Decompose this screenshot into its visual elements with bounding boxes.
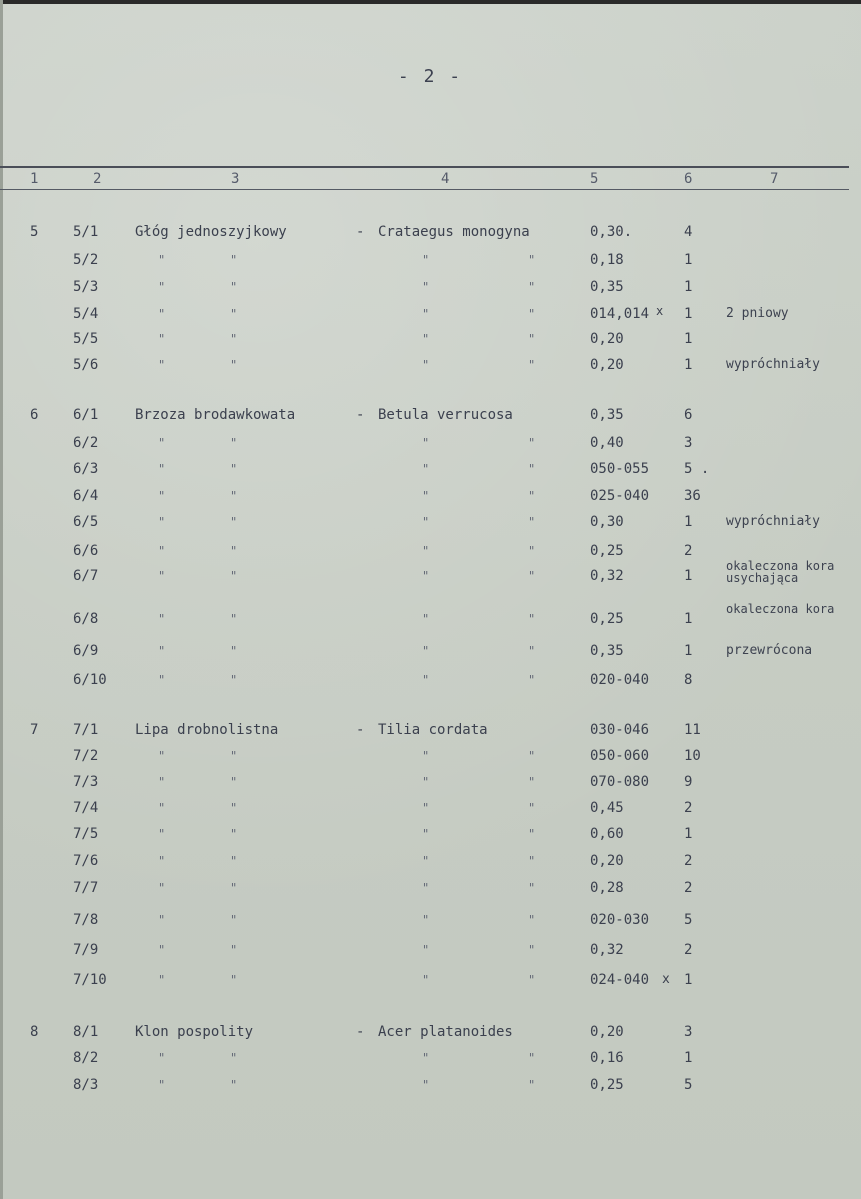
tree-id: 7/1 (73, 722, 99, 738)
ditto-mark: " (528, 253, 536, 267)
tree-id: 6/10 (73, 672, 107, 688)
ditto-mark: " (230, 1078, 238, 1092)
ditto-mark: " (528, 436, 536, 450)
tree-id: 5/3 (73, 279, 99, 295)
column-header-7: 7 (770, 171, 779, 187)
trunk-measurement: 025-040 (590, 488, 650, 504)
tree-id: 6/1 (73, 407, 99, 423)
tree-id: 5/6 (73, 357, 99, 373)
trunk-measurement: 0,30. (590, 224, 633, 240)
name-separator-dash: - (356, 407, 365, 423)
group-number: 6 (30, 407, 39, 423)
tree-count: 1 (684, 514, 693, 530)
ditto-mark: " (230, 332, 238, 346)
ditto-mark: " (528, 332, 536, 346)
remark: przewrócona (726, 643, 813, 658)
ditto-mark: " (158, 854, 166, 868)
ditto-mark: " (158, 881, 166, 895)
ditto-mark: " (230, 436, 238, 450)
tree-id: 7/5 (73, 826, 99, 842)
tree-count: 1 (684, 611, 693, 627)
trunk-measurement: 0,28 (590, 880, 624, 896)
ditto-mark: " (528, 801, 536, 815)
ditto-mark: " (230, 569, 238, 583)
ditto-mark: " (528, 827, 536, 841)
column-header-2: 2 (93, 171, 102, 187)
trunk-measurement: 0,35 (590, 279, 624, 295)
tree-count: 1 (684, 1050, 693, 1066)
tree-count: 5 (684, 912, 693, 928)
name-separator-dash: - (356, 1024, 365, 1040)
tree-count: 1 (684, 279, 693, 295)
ditto-mark: " (422, 673, 430, 687)
tree-id: 7/2 (73, 748, 99, 764)
tree-id: 7/4 (73, 800, 99, 816)
ditto-mark: " (422, 332, 430, 346)
tree-id: 5/4 (73, 306, 99, 322)
tree-count: 1 (684, 331, 693, 347)
ditto-mark: " (528, 881, 536, 895)
tree-id: 6/8 (73, 611, 99, 627)
scan-left-edge (0, 0, 3, 1199)
tree-count: 11 (684, 722, 701, 738)
tree-count: 2 (684, 800, 693, 816)
tree-id: 7/10 (73, 972, 107, 988)
trunk-measurement: 014,014 (590, 306, 650, 322)
trunk-measurement: 0,35 (590, 643, 624, 659)
tree-id: 5/1 (73, 224, 99, 240)
tree-id: 8/2 (73, 1050, 99, 1066)
polish-species-name: Klon pospolity (135, 1024, 254, 1040)
ditto-mark: " (158, 913, 166, 927)
trunk-measurement: 020-040 (590, 672, 650, 688)
ditto-mark: " (422, 544, 430, 558)
ditto-mark: " (230, 673, 238, 687)
ditto-mark: " (158, 307, 166, 321)
ditto-mark: " (422, 943, 430, 957)
ditto-mark: " (528, 307, 536, 321)
latin-species-name: Tilia cordata (378, 722, 488, 738)
ditto-mark: " (230, 358, 238, 372)
ditto-mark: " (230, 280, 238, 294)
tree-count: 5 (684, 1077, 693, 1093)
ditto-mark: " (158, 489, 166, 503)
table-top-rule (0, 166, 849, 168)
tree-count: 2 (684, 543, 693, 559)
ditto-mark: " (158, 943, 166, 957)
tree-count: 1 (684, 252, 693, 268)
ditto-mark: " (528, 515, 536, 529)
ditto-mark: " (422, 515, 430, 529)
group-number: 7 (30, 722, 39, 738)
ditto-mark: " (158, 569, 166, 583)
trunk-measurement: 0,25 (590, 1077, 624, 1093)
tree-count: 1 (684, 972, 693, 988)
ditto-mark: " (158, 436, 166, 450)
trunk-measurement: 070-080 (590, 774, 650, 790)
tree-count: 2 (684, 880, 693, 896)
trunk-measurement: 0,32 (590, 942, 624, 958)
tree-count: 36 (684, 488, 701, 504)
ditto-mark: " (422, 436, 430, 450)
ditto-mark: " (158, 515, 166, 529)
ditto-mark: " (158, 544, 166, 558)
trunk-measurement: 0,20 (590, 1024, 624, 1040)
trunk-measurement: 050-055 (590, 461, 650, 477)
tree-count: 1 (684, 306, 693, 322)
trunk-measurement: 0,20 (590, 853, 624, 869)
column-header-1: 1 (30, 171, 39, 187)
ditto-mark: " (422, 801, 430, 815)
ditto-mark: " (422, 913, 430, 927)
ditto-mark: " (158, 358, 166, 372)
tree-id: 7/7 (73, 880, 99, 896)
trunk-measurement: 0,18 (590, 252, 624, 268)
ditto-mark: " (528, 489, 536, 503)
trunk-measurement: 0,16 (590, 1050, 624, 1066)
ditto-mark: " (230, 749, 238, 763)
remark: wypróchniały (726, 357, 820, 372)
tree-id: 6/2 (73, 435, 99, 451)
ditto-mark: " (230, 644, 238, 658)
ditto-mark: " (230, 775, 238, 789)
ditto-mark: " (528, 280, 536, 294)
ditto-mark: " (158, 673, 166, 687)
ditto-mark: " (158, 332, 166, 346)
trunk-measurement: 0,20 (590, 357, 624, 373)
tree-id: 7/9 (73, 942, 99, 958)
trunk-measurement: 0,20 (590, 331, 624, 347)
trunk-measurement: 0,60 (590, 826, 624, 842)
trunk-measurement: 0,45 (590, 800, 624, 816)
trunk-measurement: 0,25 (590, 543, 624, 559)
ditto-mark: " (422, 827, 430, 841)
ditto-mark: " (422, 644, 430, 658)
table-header-rule (0, 189, 849, 190)
trunk-measurement: 050-060 (590, 748, 650, 764)
tree-id: 6/3 (73, 461, 99, 477)
tree-id: 7/3 (73, 774, 99, 790)
ditto-mark: " (158, 644, 166, 658)
ditto-mark: " (528, 569, 536, 583)
ditto-mark: " (422, 569, 430, 583)
tree-count: 3 (684, 435, 693, 451)
ditto-mark: " (158, 462, 166, 476)
ditto-mark: " (230, 544, 238, 558)
trunk-measurement: 020-030 (590, 912, 650, 928)
tree-id: 6/7 (73, 568, 99, 584)
remark: 2 pniowy (726, 306, 789, 321)
polish-species-name: Lipa drobnolistna (135, 722, 279, 738)
ditto-mark: " (230, 801, 238, 815)
ditto-mark: " (230, 943, 238, 957)
group-number: 5 (30, 224, 39, 240)
ditto-mark: " (230, 489, 238, 503)
ditto-mark: " (528, 462, 536, 476)
tree-id: 6/4 (73, 488, 99, 504)
ditto-mark: " (528, 749, 536, 763)
latin-species-name: Betula verrucosa (378, 407, 513, 423)
ditto-mark: " (422, 358, 430, 372)
remark: okaleczona kora (726, 602, 835, 616)
tree-count: 3 (684, 1024, 693, 1040)
tree-id: 5/5 (73, 331, 99, 347)
ditto-mark: " (528, 612, 536, 626)
trunk-measurement: 024-040 (590, 972, 650, 988)
ditto-mark: " (528, 1051, 536, 1065)
ditto-mark: " (422, 1078, 430, 1092)
latin-species-name: Crataegus monogyna (378, 224, 530, 240)
tree-count: 4 (684, 224, 693, 240)
column-header-4: 4 (441, 171, 450, 187)
ditto-mark: " (422, 253, 430, 267)
tree-id: 7/8 (73, 912, 99, 928)
ditto-mark: " (528, 943, 536, 957)
ditto-mark: " (528, 544, 536, 558)
ditto-mark: " (422, 1051, 430, 1065)
ditto-mark: " (422, 612, 430, 626)
ditto-mark: " (422, 307, 430, 321)
name-separator-dash: - (356, 224, 365, 240)
tree-count: 9 (684, 774, 693, 790)
trunk-measurement: 0,32 (590, 568, 624, 584)
trunk-measurement: 0,40 (590, 435, 624, 451)
remark: okaleczona kora usychająca (726, 559, 835, 585)
ditto-mark: " (230, 515, 238, 529)
ditto-mark: " (230, 854, 238, 868)
ditto-mark: " (230, 1051, 238, 1065)
ditto-mark: " (528, 913, 536, 927)
ditto-mark: " (158, 973, 166, 987)
page-number: - 2 - (397, 66, 463, 87)
remark: wypróchniały (726, 514, 820, 529)
ditto-mark: " (230, 253, 238, 267)
ditto-mark: " (158, 612, 166, 626)
ditto-mark: " (158, 280, 166, 294)
ditto-mark: " (422, 973, 430, 987)
column-header-3: 3 (231, 171, 240, 187)
ditto-mark: " (158, 801, 166, 815)
tree-count: 2 (684, 853, 693, 869)
ditto-mark: " (230, 881, 238, 895)
tree-count: 2 (684, 942, 693, 958)
tree-id: 5/2 (73, 252, 99, 268)
ditto-mark: " (528, 775, 536, 789)
ditto-mark: " (158, 253, 166, 267)
polish-species-name: Głóg jednoszyjkowy (135, 224, 287, 240)
ditto-mark: " (422, 280, 430, 294)
tree-count: 6 (684, 407, 693, 423)
trunk-measurement: 030-046 (590, 722, 650, 738)
ditto-mark: " (528, 854, 536, 868)
tree-count: 1 (684, 826, 693, 842)
ditto-mark: " (158, 827, 166, 841)
trunk-measurement: 0,35 (590, 407, 624, 423)
tree-count: 1 (684, 568, 693, 584)
tree-count: 8 (684, 672, 693, 688)
ditto-mark: " (528, 644, 536, 658)
tree-count: 1 (684, 643, 693, 659)
ditto-mark: " (230, 973, 238, 987)
tree-id: 6/5 (73, 514, 99, 530)
tree-count: 1 (684, 357, 693, 373)
ditto-mark: " (528, 1078, 536, 1092)
ditto-mark: " (422, 489, 430, 503)
ditto-mark: " (158, 775, 166, 789)
ditto-mark: " (230, 827, 238, 841)
latin-species-name: Acer platanoides (378, 1024, 513, 1040)
tree-id: 7/6 (73, 853, 99, 869)
name-separator-dash: - (356, 722, 365, 738)
scan-top-edge (0, 0, 861, 4)
ditto-mark: " (422, 749, 430, 763)
tree-count: 5 . (684, 461, 710, 477)
tree-id: 8/1 (73, 1024, 99, 1040)
group-number: 8 (30, 1024, 39, 1040)
ditto-mark: " (230, 913, 238, 927)
ditto-mark: " (422, 854, 430, 868)
ditto-mark: " (528, 673, 536, 687)
ditto-mark: " (230, 307, 238, 321)
tree-id: 6/6 (73, 543, 99, 559)
tree-id: 8/3 (73, 1077, 99, 1093)
tree-id: 6/9 (73, 643, 99, 659)
tree-count: 10 (684, 748, 701, 764)
x-mark: x (656, 304, 664, 318)
ditto-mark: " (230, 462, 238, 476)
column-header-5: 5 (590, 171, 599, 187)
trunk-measurement: 0,30 (590, 514, 624, 530)
ditto-mark: " (158, 1051, 166, 1065)
ditto-mark: " (422, 881, 430, 895)
ditto-mark: " (158, 1078, 166, 1092)
x-mark: x (662, 972, 670, 987)
trunk-measurement: 0,25 (590, 611, 624, 627)
ditto-mark: " (230, 612, 238, 626)
column-header-6: 6 (684, 171, 693, 187)
ditto-mark: " (528, 358, 536, 372)
ditto-mark: " (422, 775, 430, 789)
polish-species-name: Brzoza brodawkowata (135, 407, 296, 423)
ditto-mark: " (158, 749, 166, 763)
ditto-mark: " (422, 462, 430, 476)
ditto-mark: " (528, 973, 536, 987)
